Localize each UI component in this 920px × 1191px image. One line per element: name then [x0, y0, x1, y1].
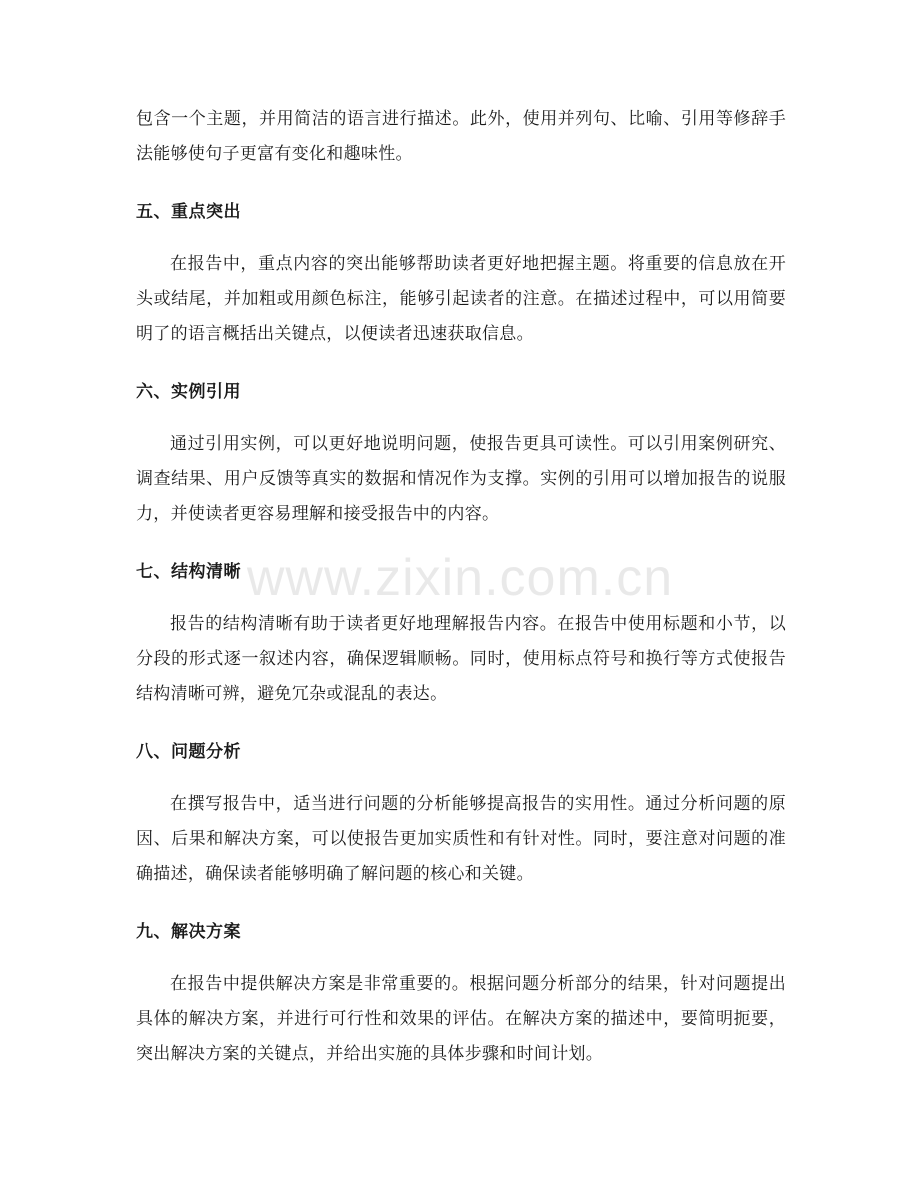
section-body-7: 报告的结构清晰有助于读者更好地理解报告内容。在报告中使用标题和小节，以分段的形式逐一叙述内容，确保逻辑顺畅。同时，使用标点符号和换行等方式使报告结构清晰可辨，避免冗杂或混乱的表达。 [136, 614, 786, 704]
section-body-9: 在报告中提供解决方案是非常重要的。根据问题分析部分的结果，针对问题提出具体的解决方案，并进行可行性和效果的评估。在解决方案的描述中，要简明扼要，突出解决方案的关键点，并给出实施的具体步骤和时间计划。 [136, 974, 786, 1064]
watermark: www.zixin.com.cn [246, 549, 674, 607]
section-heading-8: 八、问题分析 [136, 742, 241, 762]
document-body [136, 102, 786, 1072]
section-heading-9: 九、解决方案 [136, 922, 241, 942]
intro-paragraph: 包含一个主题，并用简洁的语言进行描述。此外，使用并列句、比喻、引用等修辞手法能够使句子更富有变化和趣味性。 [136, 109, 786, 164]
section-body-8: 在撰写报告中，适当进行问题的分析能够提高报告的实用性。通过分析问题的原因、后果和解决方案，可以使报告更加实质性和有针对性。同时，要注意对问题的准确描述，确保读者能够明确了解问题的核心和关键。 [136, 794, 786, 884]
section-heading-7: 七、结构清晰 [136, 562, 241, 582]
section-body-6: 通过引用实例，可以更好地说明问题，使报告更具可读性。可以引用案例研究、调查结果、用户反馈等真实的数据和情况作为支撑。实例的引用可以增加报告的说服力，并使读者更容易理解和接受报告中的内容。 [136, 434, 786, 524]
section-body-5: 在报告中，重点内容的突出能够帮助读者更好地把握主题。将重要的信息放在开头或结尾，并加粗或用颜色标注，能够引起读者的注意。在描述过程中，可以用简要明了的语言概括出关键点，以便读者迅速获取信息。 [136, 254, 786, 344]
section-heading-5: 五、重点突出 [136, 202, 241, 222]
section-heading-6: 六、实例引用 [136, 382, 241, 402]
